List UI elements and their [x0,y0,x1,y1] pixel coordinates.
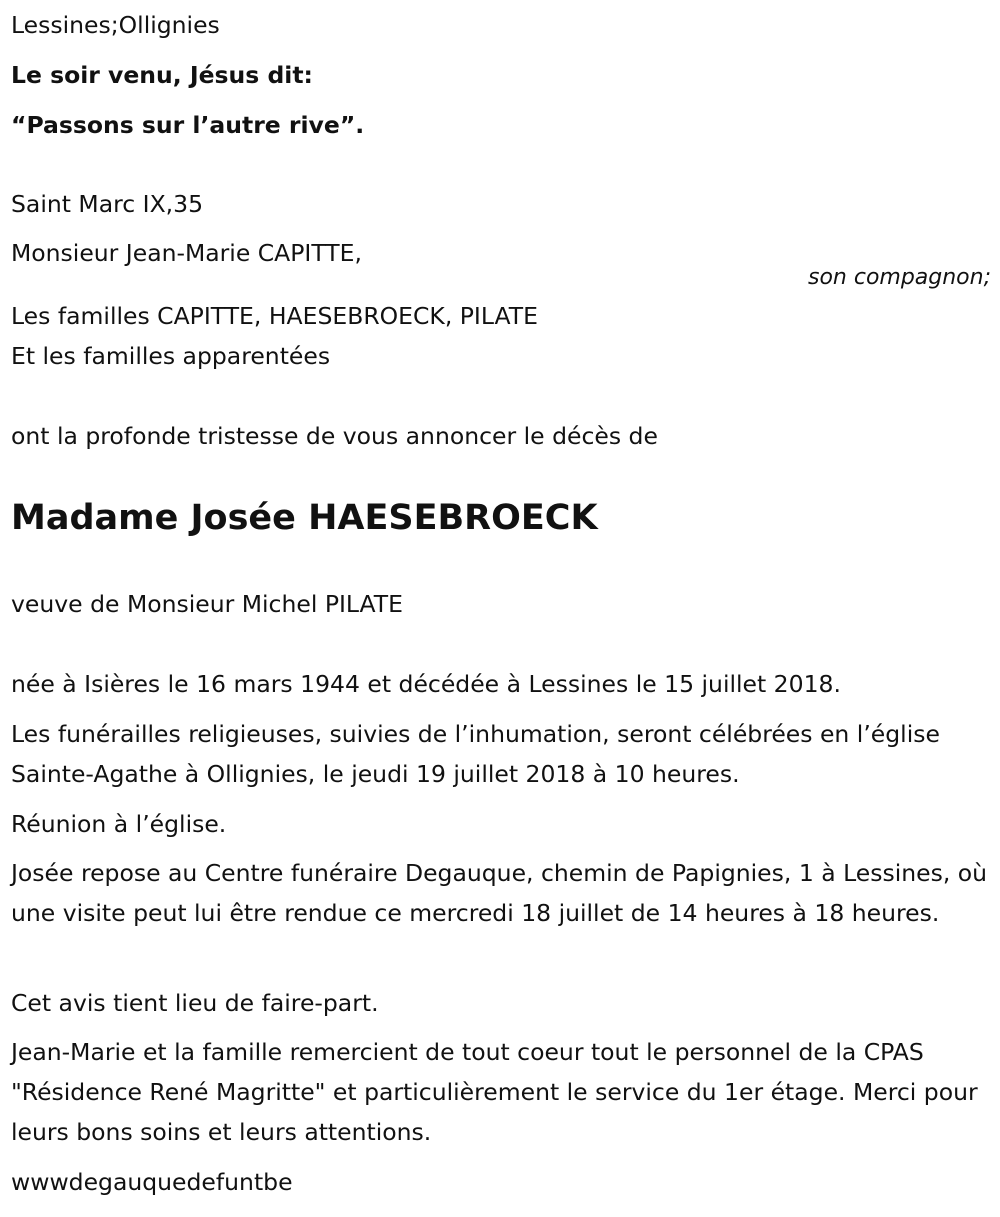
birth-death-line: née à Isières le 16 mars 1944 et décédée à Lessines le 15 juillet 2018. [11,670,841,698]
visitation-paragraph: Josée repose au Centre funéraire Degauque, chemin de Papignies, 1 à Lessines, où une visite peut lui être rendue ce mercredi 18 juillet de 14 heures à 18 heures. [11,859,988,927]
companion-name: Monsieur Jean-Marie CAPITTE, [11,239,362,267]
meeting-line: Réunion à l’église. [11,810,227,838]
quote-line-2: “Passons sur l’autre rive”. [11,111,365,139]
announcement-line: ont la profonde tristesse de vous annoncer le décès de [11,422,658,450]
deceased-name: Madame Josée HAESEBROECK [11,498,598,538]
notice-line: Cet avis tient lieu de faire-part. [11,989,379,1017]
companion-role: son compagnon; [807,265,991,290]
funeral-paragraph: Les funérailles religieuses, suivies de l’inhumation, seront célébrées en l’église Sainte-Agathe à Ollignies, le jeudi 19 juillet 2018 à 10 heures. [11,720,940,788]
scripture-reference: Saint Marc IX,35 [11,190,204,218]
families-line: Les familles CAPITTE, HAESEBROECK, PILATE [11,302,538,330]
widow-of-line: veuve de Monsieur Michel PILATE [11,590,404,618]
website-link[interactable]: wwwdegauquedefuntbe [11,1168,293,1196]
location-line: Lessines;Ollignies [11,11,220,39]
quote-line-1: Le soir venu, Jésus dit: [11,61,313,89]
thanks-paragraph: Jean-Marie et la famille remercient de tout coeur tout le personnel de la CPAS "Résidence René Magritte" et particulièrement le service du 1er étage. Merci pour leurs bons soins et leurs attentions. [11,1038,978,1146]
related-families-line: Et les familles apparentées [11,342,331,370]
